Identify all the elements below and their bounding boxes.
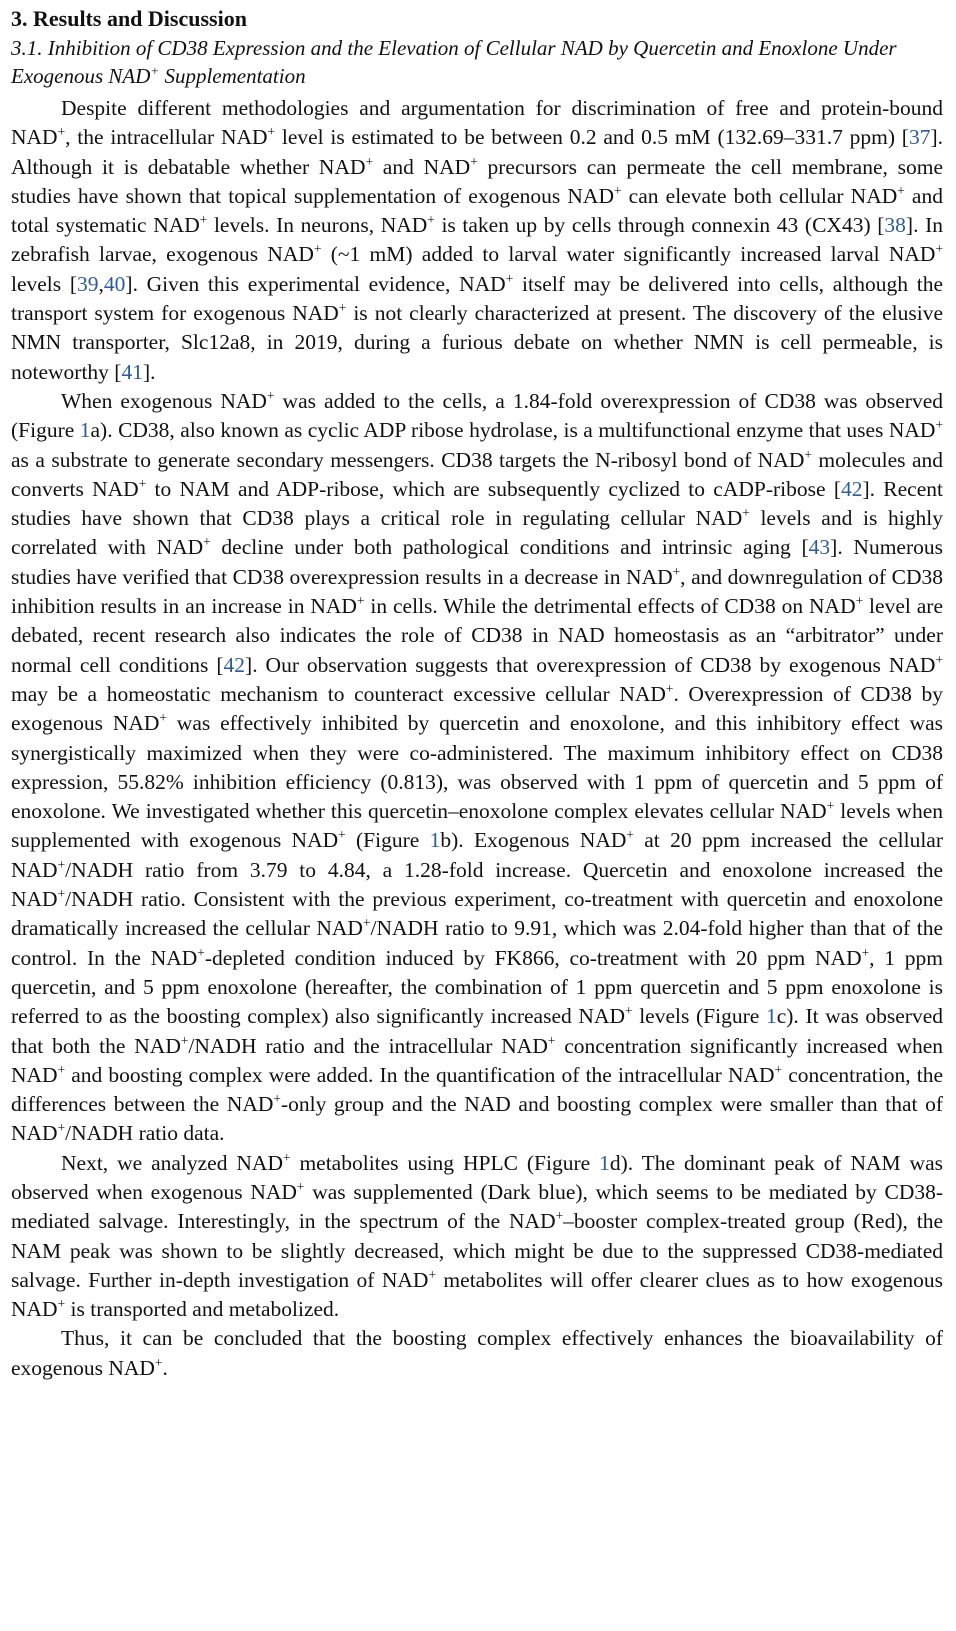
- text-run: ]. Although it is debatable whether NAD+ and NAD+ precursors can permeate the cell membrane, some studies have shown that topical supplementation of exogenous NAD+ can elevate both cellular NAD+ and total systematic NAD+ levels. In neurons, NAD+ is taken up by cells through connexin 43 (CX43) [: [11, 125, 944, 238]
- citation-link[interactable]: 41: [121, 359, 143, 384]
- citation-link[interactable]: 39: [77, 271, 99, 296]
- citation-link[interactable]: 40: [103, 271, 126, 296]
- citation-link[interactable]: 42: [840, 476, 863, 501]
- citation-link[interactable]: 1: [429, 828, 441, 853]
- subsection-heading: 3.1. Inhibition of CD38 Expression and the Elevation of Cellular NAD by Quercetin and Enoxlone Under Exogenous NAD+ Supplementation: [11, 36, 897, 88]
- text-run: When exogenous NAD+ was added to the cells, a 1.84-fold overexpression of CD38 was observed (Figure: [11, 387, 943, 443]
- text-run: a). CD38, also known as cyclic ADP ribose hydrolase, is a multifunctional enzyme that uses NAD+ as a substrate to generate secondary messengers. CD38 targets the N-ribosyl bond of NAD+ molecules and converts NAD+ to NAM and ADP-ribose, which are subsequently cyclized to cADP-ribose [: [11, 417, 943, 501]
- citation-link[interactable]: 1: [765, 1004, 777, 1029]
- text-run: Despite different methodologies and argumentation for discrimination of free and protein-bound NAD+, the intracellular NAD+ level is estimated to be between 0.2 and 0.5 mM (132.69–331.7 ppm) [: [11, 96, 943, 150]
- paragraph: [11, 1324, 943, 1383]
- citation-link[interactable]: 38: [884, 213, 906, 238]
- section-heading: 3. Results and Discussion: [11, 6, 247, 31]
- text-run: ]. Numerous studies have verified that CD38 overexpression results in a decrease in NAD+, and downregulation of CD38 inhibition results in an increase in NAD+ in cells. While the detrimental effects of CD38 on NAD+ level are debated, recent research also indicates the role of CD38 in NAD homeostasis as an “arbitrator” under normal cell conditions [: [11, 535, 943, 677]
- text-run: ]. Recent studies have shown that CD38 plays a critical role in regulating cellular NAD+ levels and is highly correlated with NAD+ decline under both pathological conditions and intrinsic aging [: [11, 476, 943, 560]
- text-run: ]. Our observation suggests that overexpression of CD38 by exogenous NAD+ may be a homeostatic mechanism to counteract excessive cellular NAD+. Overexpression of CD38 by exogenous NAD+ was effectively inhibited by quercetin and enoxolone, and this inhibitory effect was synergistically maximized when they were co-administered. The maximum inhibitory effect on CD38 expression, 55.82% inhibition efficiency (0.813), was observed with 1 ppm of quercetin and 5 ppm of enoxolone. We investigated whether this quercetin–enoxolone complex elevates cellular NAD+ levels when supplemented with exogenous NAD+ (Figure: [11, 651, 943, 853]
- text-run: ].: [142, 359, 156, 384]
- text-run: d). The dominant peak of NAM was observed when exogenous NAD+ was supplemented (Dark blue), which seems to be mediated by CD38-mediated salvage. Interestingly, in the spectrum of the NAD+–booster complex-treated group (Red), the NAM peak was shown to be slightly decreased, which might be due to the suppressed CD38-mediated salvage. Further in-depth investigation of NAD+ metabolites will offer clearer clues as to how exogenous NAD+ is transported and metabolized.: [11, 1150, 943, 1322]
- citation-link[interactable]: 1: [79, 418, 91, 443]
- citation-link[interactable]: 37: [908, 125, 931, 150]
- article-page: [11, 4, 943, 1383]
- paragraph: [11, 387, 943, 1149]
- text-run: ,: [98, 271, 104, 296]
- text-run: ]. Given this experimental evidence, NAD+ itself may be delivered into cells, although the transport system for exogenous NAD+ is not clearly characterized at present. The discovery of the elusive NMN transporter, Slc12a8, in 2019, during a furious debate on whether NMN is cell permeable, is noteworthy [: [11, 270, 944, 384]
- paragraph: [11, 94, 943, 387]
- citation-link[interactable]: 1: [599, 1150, 610, 1175]
- text-run: Next, we analyzed NAD+ metabolites using HPLC (Figure: [61, 1149, 600, 1175]
- paragraph: [11, 1149, 943, 1325]
- body-text: [11, 94, 943, 1383]
- text-run: b). Exogenous NAD+ at 20 ppm increased the cellular NAD+/NADH ratio from 3.79 to 4.84, a 1.28-fold increase. Quercetin and enoxolone increased the NAD+/NADH ratio. Consistent with the previous experiment, co-treatment with quercetin and enoxolone dramatically increased the cellular NAD+/NADH ratio to 9.91, which was 2.04-fold higher than that of the control. In the NAD+-depleted condition induced by FK866, co-treatment with 20 ppm NAD+, 1 ppm quercetin, and 5 ppm enoxolone (hereafter, the combination of 1 ppm quercetin and 5 ppm enoxolone is referred to as the boosting complex) also significantly increased NAD+ levels (Figure: [11, 827, 944, 1029]
- citation-link[interactable]: 43: [808, 535, 831, 560]
- text-run: Thus, it can be concluded that the boosting complex effectively enhances the bioavailability of exogenous NAD+.: [11, 1326, 943, 1380]
- text-run: c). It was observed that both the NAD+/NADH ratio and the intracellular NAD+ concentration significantly increased when NAD+ and boosting complex were added. In the quantification of the intracellular NAD+ concentration, the differences between the NAD+-only group and the NAD and boosting complex were smaller than that of NAD+/NADH ratio data.: [11, 1004, 944, 1146]
- citation-link[interactable]: 42: [223, 652, 246, 677]
- text-run: ]. In zebrafish larvae, exogenous NAD+ (~1 mM) added to larval water significantly increased larval NAD+ levels [: [11, 213, 943, 296]
